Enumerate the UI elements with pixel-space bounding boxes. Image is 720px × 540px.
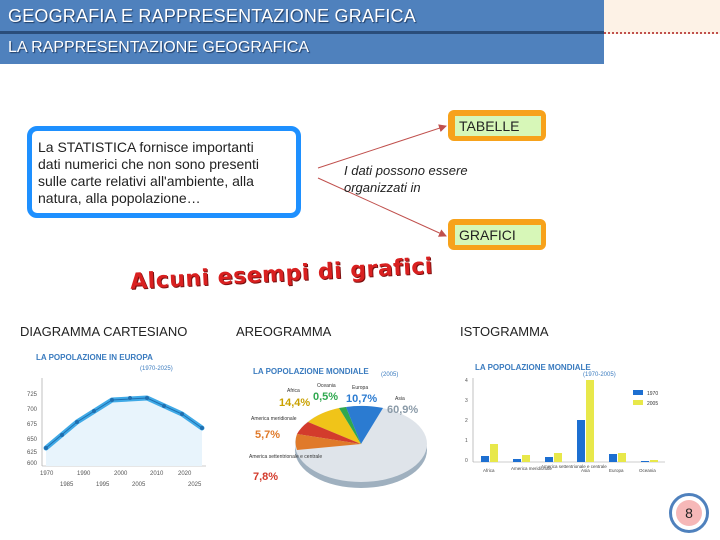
histogram-y-tick: 4 <box>465 378 468 384</box>
cartesian-y-tick: 675 <box>27 422 38 428</box>
pie-slice-value: 14,4% <box>279 397 311 409</box>
pie-slice-value: 5,7% <box>255 429 281 441</box>
tables-label: TABELLE <box>455 116 541 136</box>
pie-slice-name: America meridionale <box>251 416 297 422</box>
pie-image-title: LA POPOLAZIONE MONDIALE <box>253 367 369 376</box>
pie-slice-name: Africa <box>287 388 300 394</box>
histogram-y-tick: 1 <box>465 438 468 444</box>
histogram-x-tick: Europa <box>609 468 624 473</box>
histogram-x-tick: Oceania <box>639 468 656 473</box>
cartesian-diagram-image <box>22 348 210 493</box>
charts-label: GRAFICI <box>455 225 541 245</box>
cartesian-y-tick: 625 <box>27 450 38 456</box>
pie-chart-image <box>233 350 438 492</box>
pie-slice-value: 60,9% <box>387 404 419 416</box>
histogram-x-tick: Africa <box>483 468 495 473</box>
pie-slice-name: Europa <box>352 385 369 391</box>
statistics-line-2: dati numerici che non sono presenti <box>38 156 260 172</box>
organization-line-1: I dati possono essere <box>344 163 468 178</box>
histogram-y-tick: 2 <box>465 418 468 424</box>
pie-image-period: (2005) <box>381 372 399 378</box>
histogram-x-tick: America meridionale <box>511 466 553 471</box>
histogram-y-tick: 0 <box>465 458 468 464</box>
cartesian-y-tick: 600 <box>27 461 38 467</box>
page-number-badge <box>669 493 709 533</box>
histogram-image <box>453 350 671 490</box>
statistics-line-3: sulle carte relativi all'ambiente, alla <box>38 173 254 189</box>
cartesian-y-tick: 650 <box>27 437 38 443</box>
cartesian-image-title: LA POPOLAZIONE IN EUROPA <box>36 353 153 362</box>
statistics-line-1: La STATISTICA fornisce importanti <box>38 139 254 155</box>
slide-title: GEOGRAFIA E RAPPRESENTAZIONE GRAFICA <box>8 6 416 26</box>
histogram-x-tick: Asia <box>581 468 590 473</box>
cartesian-x-tick: 2010 <box>150 471 164 477</box>
cartesian-x-tick: 1995 <box>96 482 110 488</box>
cartesian-label: DIAGRAMMA CARTESIANO <box>20 324 188 339</box>
statistics-line-4: natura, alla popolazione… <box>38 190 201 206</box>
cartesian-x-tick: 2000 <box>114 471 128 477</box>
histogram-image-title: LA POPOLAZIONE MONDIALE <box>475 363 591 372</box>
histogram-legend-label: 1970 <box>647 391 659 397</box>
page-number: 8 <box>676 500 702 526</box>
histogram-legend-label: 2005 <box>647 401 659 407</box>
pie-slice-name: Oceania <box>317 383 336 389</box>
organization-line-2: organizzati in <box>344 180 421 195</box>
histogram-x-tick: America settentrionale e centrale <box>541 464 607 469</box>
cartesian-y-tick: 700 <box>27 407 38 413</box>
histogram-image-period: (1970-2005) <box>583 372 616 378</box>
slide-subtitle: LA RAPPRESENTAZIONE GEOGRAFICA <box>8 39 310 56</box>
pie-slice-name: Asia <box>395 396 405 402</box>
histogram-y-tick: 3 <box>465 398 468 404</box>
examples-title: Alcuni esempi di grafici <box>129 254 434 295</box>
cartesian-x-tick: 2020 <box>178 471 192 477</box>
pie-slice-value: 10,7% <box>346 393 378 405</box>
pie-slice-value: 7,8% <box>253 471 279 483</box>
cartesian-x-tick: 1985 <box>60 482 74 488</box>
cartesian-x-tick: 1970 <box>40 471 54 477</box>
cartesian-y-tick: 725 <box>27 392 38 398</box>
pie-slice-value: 0,5% <box>313 391 339 403</box>
pie-label: AREOGRAMMA <box>236 324 332 339</box>
histogram-label: ISTOGRAMMA <box>460 324 549 339</box>
cartesian-x-tick: 2005 <box>132 482 146 488</box>
cartesian-image-period: (1970-2025) <box>140 366 173 372</box>
cartesian-x-tick: 2025 <box>188 482 202 488</box>
cartesian-x-tick: 1990 <box>77 471 91 477</box>
organization-text <box>344 162 468 196</box>
pie-slice-name: America settentrionale e centrale <box>249 454 323 460</box>
